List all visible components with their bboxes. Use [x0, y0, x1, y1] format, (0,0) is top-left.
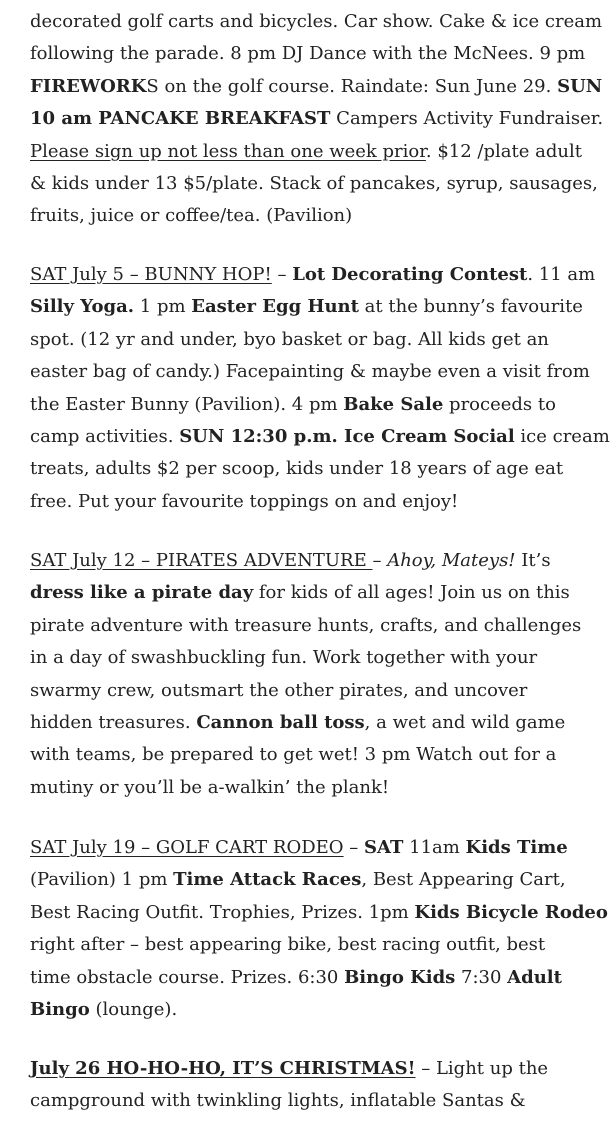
highlight-text: SUN: [557, 76, 603, 97]
highlight-text: Lot Decorating Contest: [292, 264, 528, 285]
text-run: . 11 am: [527, 264, 596, 285]
text-run: It’s: [515, 550, 551, 571]
highlight-text: Bingo Kids: [344, 967, 456, 988]
text-line: [30, 679, 527, 703]
highlight-text: Cannon ball toss: [196, 712, 365, 733]
highlight-text: SAT: [364, 837, 404, 858]
text-line: [30, 295, 583, 319]
text-line: [30, 646, 537, 670]
text-run: at the bunny’s favourite: [358, 296, 583, 317]
text-line: [30, 328, 549, 352]
highlight-text: Bake Sale: [343, 394, 444, 415]
text-line: [30, 743, 556, 767]
text-run: Campers Activity Fundraiser.: [330, 108, 604, 129]
text-run: with teams, be prepared to get wet! 3 pm Watch out for a: [30, 744, 557, 765]
text-run: in a day of swashbuckling fun. Work together with your: [30, 647, 538, 668]
text-run: –: [372, 550, 388, 571]
text-run: right after – best appearing bike, best racing outfit, best: [30, 934, 546, 955]
text-run: camp activities.: [30, 426, 180, 447]
text-run: –: [343, 837, 365, 858]
text-run: mutiny or you’ll be a-walkin’ the plank!: [30, 777, 390, 798]
highlight-text: Bingo: [30, 999, 90, 1020]
emphasis-text: Ahoy, Mateys!: [387, 550, 516, 571]
text-line: [30, 549, 551, 573]
text-run: 7:30: [455, 967, 508, 988]
text-line: [30, 107, 603, 131]
text-line: [30, 998, 177, 1022]
text-line: [30, 75, 602, 99]
text-run: ice cream: [514, 426, 610, 447]
text-line: [30, 490, 458, 514]
text-line: [30, 425, 610, 449]
text-run: pirate adventure with treasure hunts, crafts, and challenges: [30, 615, 582, 636]
highlight-text: dress like a pirate day: [30, 582, 254, 603]
text-run: spot. (12 yr and under, byo basket or bag. All kids get an: [30, 329, 549, 350]
text-run: S on the golf course. Raindate: Sun June 29.: [146, 76, 558, 97]
text-run: campground with twinkling lights, inflatable Santas &: [30, 1090, 526, 1111]
highlight-text: Silly Yoga.: [30, 296, 135, 317]
text-line: [30, 901, 608, 925]
text-run: treats, adults $2 per scoop, kids under 18 years of age eat: [30, 458, 564, 479]
text-line: [30, 1089, 526, 1113]
highlight-text: SUN 12:30 p.m. Ice Cream Social: [179, 426, 515, 447]
highlight-text: FIREWORK: [30, 76, 147, 97]
text-run: hidden treasures.: [30, 712, 197, 733]
text-run: easter bag of candy.) Facepainting & maybe even a visit from: [30, 361, 590, 382]
text-run: fruits, juice or coffee/tea. (Pavilion): [30, 205, 353, 226]
text-run: , a wet and wild game: [364, 712, 566, 733]
text-line: [30, 1057, 548, 1081]
highlight-text: Time Attack Races: [173, 869, 362, 890]
event-heading: SAT July 12 – PIRATES ADVENTURE: [30, 550, 373, 571]
text-line: [30, 42, 585, 66]
text-run: the Easter Bunny (Pavilion). 4 pm: [30, 394, 344, 415]
text-line: [30, 360, 590, 384]
text-line: [30, 836, 568, 860]
text-line: [30, 10, 602, 34]
text-line: [30, 393, 556, 417]
event-heading: July 26 HO-HO-HO, IT’S CHRISTMAS!: [30, 1058, 416, 1079]
text-line: [30, 614, 581, 638]
highlight-text: Kids Bicycle Rodeo: [414, 902, 608, 923]
highlight-text: Adult: [507, 967, 562, 988]
text-line: [30, 933, 545, 957]
text-run: 1 pm: [134, 296, 192, 317]
text-run: , Best Appearing Cart,: [361, 869, 566, 890]
highlight-text: 10 am PANCAKE BREAKFAST: [30, 108, 331, 129]
text-run: . $12 /plate adult: [425, 141, 582, 162]
text-run: proceeds to: [443, 394, 556, 415]
text-run: swarmy crew, outsmart the other pirates, and uncover: [30, 680, 528, 701]
text-line: [30, 711, 565, 735]
text-line: [30, 457, 563, 481]
text-line: [30, 263, 595, 287]
text-run: & kids under 13 $5/plate. Stack of pancakes, syrup, sausages,: [30, 173, 598, 194]
text-line: [30, 204, 352, 228]
text-run: free. Put your favourite toppings on and enjoy!: [30, 491, 459, 512]
text-line: [30, 966, 562, 990]
text-run: 11am: [403, 837, 466, 858]
text-run: –: [271, 264, 293, 285]
text-run: Best Racing Outfit. Trophies, Prizes. 1pm: [30, 902, 415, 923]
text-run: for kids of all ages! Join us on this: [253, 582, 570, 603]
event-heading: Please sign up not less than one week prior: [30, 141, 426, 162]
text-run: – Light up the: [415, 1058, 549, 1079]
event-heading: SAT July 5 – BUNNY HOP!: [30, 264, 272, 285]
text-run: time obstacle course. Prizes. 6:30: [30, 967, 345, 988]
text-run: decorated golf carts and bicycles. Car show. Cake & ice cream: [30, 11, 603, 32]
text-line: [30, 776, 389, 800]
text-run: following the parade. 8 pm DJ Dance with the McNees. 9 pm: [30, 43, 586, 64]
text-run: (lounge).: [89, 999, 178, 1020]
text-run: (Pavilion) 1 pm: [30, 869, 174, 890]
text-line: [30, 172, 598, 196]
text-line: [30, 868, 566, 892]
highlight-text: Easter Egg Hunt: [191, 296, 359, 317]
text-line: [30, 581, 570, 605]
text-line: [30, 140, 582, 164]
event-heading: SAT July 19 – GOLF CART RODEO: [30, 837, 344, 858]
highlight-text: Kids Time: [465, 837, 568, 858]
